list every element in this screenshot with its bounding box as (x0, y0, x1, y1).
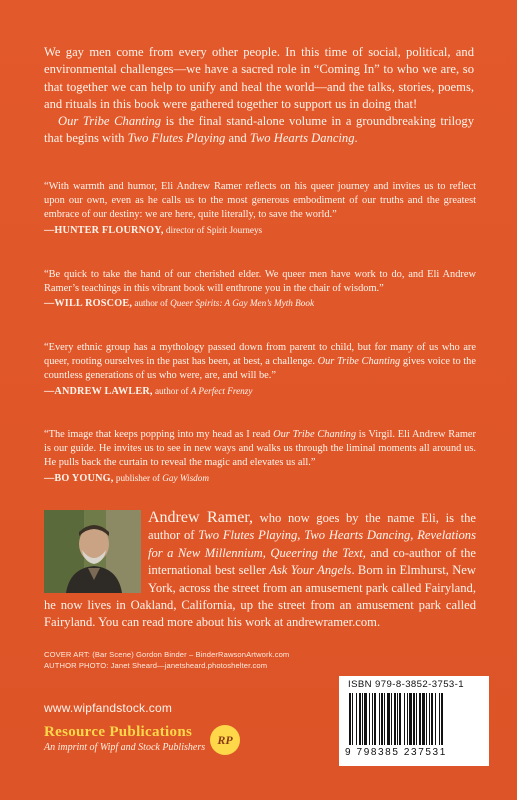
book-description (44, 44, 474, 148)
endorsement-attribution: —BO YOUNG, publisher of Gay Wisdom (44, 472, 209, 484)
barcode-bar (413, 693, 415, 745)
photo-spacer (44, 509, 148, 595)
barcode-bar (379, 693, 380, 745)
description-paragraph-2: Our Tribe Chanting is the final stand-alone volume in a groundbreaking trilogy that begins with Two Flutes Playing and Two Hearts Dancing. (44, 114, 474, 146)
endorsement (44, 341, 476, 399)
publisher-name: Resource Publications (44, 724, 193, 740)
book-title: Two Hearts Dancing (249, 131, 355, 146)
endorsement-attribution: —ANDREW LAWLER, author of A Perfect Frenzy (44, 385, 253, 397)
barcode-bar (359, 693, 361, 745)
image-credits (44, 650, 289, 671)
barcode-bar (422, 693, 425, 745)
book-titles: Two Flutes Playing, Two Hearts Dancing, Revelations for a New Millennium, Queering the Text, (148, 528, 476, 560)
barcode-bar (362, 693, 363, 745)
isbn-label: ISBN 979-8-3852-3753-1 (348, 679, 464, 690)
book-title: Our Tribe Chanting (58, 114, 162, 129)
book-title: Ask Your Angels (269, 563, 352, 578)
barcode-bar (352, 693, 353, 745)
barcode-bar (364, 693, 367, 745)
author-photo-credit: AUTHOR PHOTO: Janet Sheard—janetsheard.photoshelter.com (44, 660, 268, 670)
author-bio: Andrew Ramer, who now goes by the name Eli, is the author of Two Flutes Playing, Two Hearts Dancing, Revelations for a New Millennium, Queering the Text, and co-author of the international best seller Ask Your Angels. Born in Elmhurst, New York, across the street from an amusement park called Fairyland, he now lives in Oakland, California, up the street from an amusement park called Fairyland. You can read more about his work at andrewramer.com. (44, 509, 476, 630)
barcode-bar (394, 693, 396, 745)
barcode-bar (391, 693, 392, 745)
barcode-bar (409, 693, 412, 745)
barcode-bar (431, 693, 433, 745)
endorsement-quote: “Every ethnic group has a mythology passed down from parent to child, but for many of us who are queer, rooting ourselves in the past has been, at best, a challenge. Our Tribe Chanting gives voice to the countless generations of us who were, are, and will be.” (44, 342, 476, 382)
barcode-bar (439, 693, 440, 745)
barcode-bar (384, 693, 385, 745)
cover-art-credit: COVER ART: (Bar Scene) Gordon Binder – BinderRawsonArtwork.com (44, 650, 290, 659)
publisher-website: www.wipfandstock.com (44, 701, 173, 715)
endorsement (44, 268, 476, 311)
publisher-logo-icon: RP (210, 725, 240, 755)
endorsement-attribution: —WILL ROSCOE, author of Queer Spirits: A Gay Men’s Myth Book (44, 298, 315, 310)
barcode-bar (397, 693, 398, 745)
endorsement (44, 428, 476, 486)
publisher-block (44, 724, 205, 753)
barcode-bar (419, 693, 421, 745)
barcode-bar (349, 693, 351, 745)
barcode-bar (356, 693, 357, 745)
endorsement (44, 180, 476, 238)
barcode-bar (416, 693, 417, 745)
barcode-bar (404, 693, 405, 745)
barcode-digits: 9 798385 237531 (345, 747, 447, 758)
barcode-bar (381, 693, 383, 745)
barcode-bar (369, 693, 370, 745)
endorsement-quote: “With warmth and humor, Eli Andrew Ramer reflects on his queer journey and invites us to reflect upon our own, even as he calls us to the most generous embodiment of our truths and the greatest embrace of our destiny: we are here, quite literally, to save the world.” (44, 181, 476, 221)
barcode-bar (429, 693, 430, 745)
barcode-bar (387, 693, 390, 745)
barcode-bar (426, 693, 427, 745)
barcode-bar (372, 693, 373, 745)
endorsement-quote: “The image that keeps popping into my head as I read Our Tribe Chanting is Virgil. Eli Andrew Ramer is our guide. He invites us to see in new ways and walks us through the liminal moments all around us. He pulls back the curtain to reveal the magic and elevates us all.” (44, 429, 476, 469)
barcode-bar (435, 693, 436, 745)
barcode-icon (347, 693, 481, 745)
barcode-bar (374, 693, 376, 745)
book-title: Two Flutes Playing (127, 131, 226, 146)
isbn-barcode-panel (339, 676, 489, 766)
barcode-bar (399, 693, 401, 745)
barcode-bar (441, 693, 443, 745)
endorsement-attribution: —HUNTER FLOURNOY, director of Spirit Journeys (44, 224, 263, 236)
endorsement-quote: “Be quick to take the hand of our cherished elder. We queer men have work to do, and Eli Andrew Ramer’s teachings in this vibrant book will enthrone you in the chair of wisdom.” (44, 269, 476, 295)
publisher-tagline: An imprint of Wipf and Stock Publishers (44, 742, 206, 753)
author-name: Andrew Ramer, (148, 509, 254, 526)
barcode-bar (407, 693, 408, 745)
description-paragraph-1: We gay men come from every other people. In this time of social, political, and environmental challenges—we have a sacred role in “Coming In” to who we are, so that together we can help to unify and heal the world—and the talks, stories, poems, and rituals in this book were gathered together to support us in doing that! (44, 45, 474, 111)
